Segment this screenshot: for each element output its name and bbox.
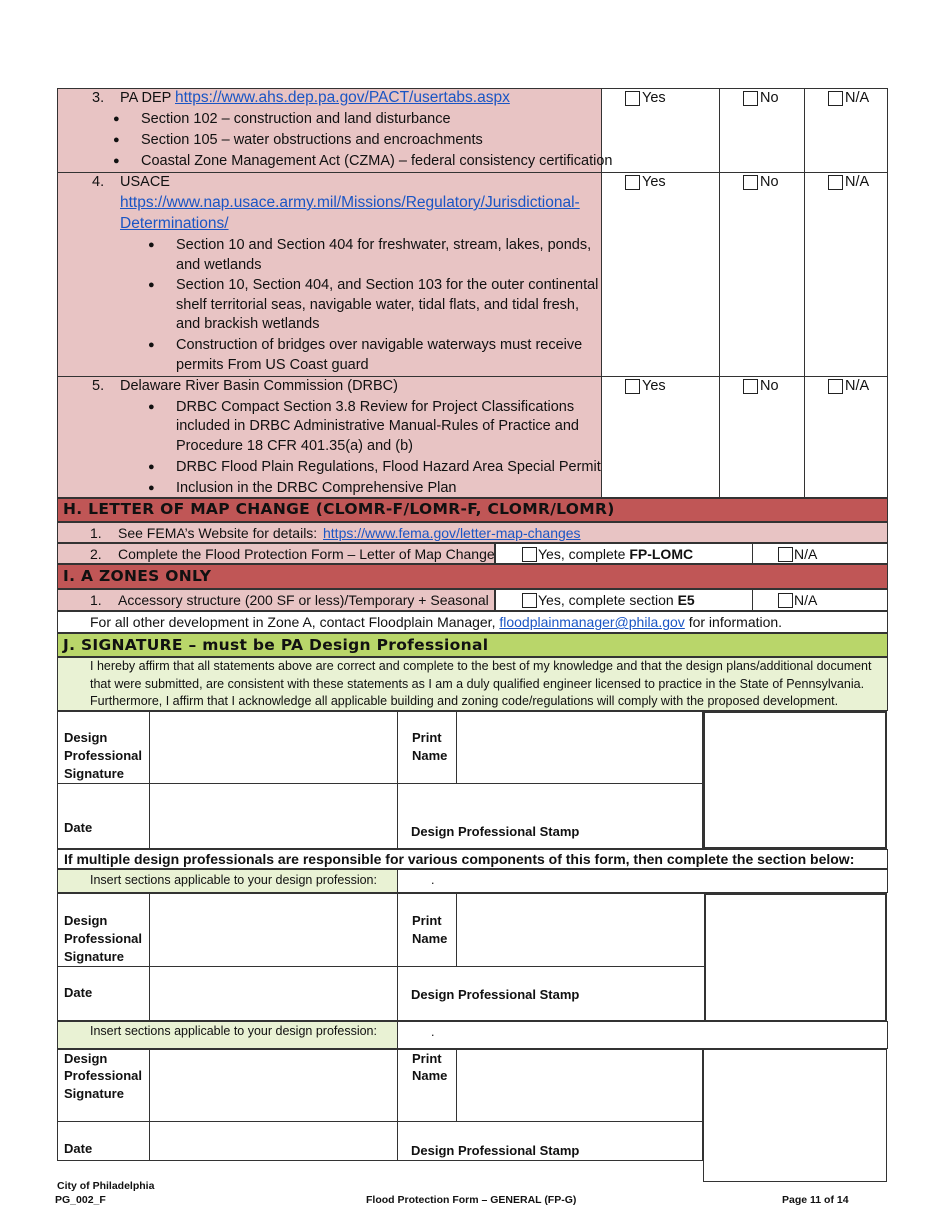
zone-a-note-pre: For all other development in Zone A, contact Floodplain Manager, — [90, 614, 500, 630]
insert-value-cell-2[interactable] — [397, 1021, 888, 1049]
lomc-yes-checkbox[interactable] — [522, 547, 537, 562]
lomc-yes-text: Yes, complete — [538, 546, 630, 562]
sig-divider — [456, 711, 457, 784]
stamp-label: Design Professional Stamp — [411, 987, 580, 1002]
e5-na-label: N/A — [794, 592, 818, 608]
g-divider — [719, 88, 720, 498]
item5-num: 5. — [92, 378, 105, 394]
insert-value-cell-1[interactable] — [397, 869, 888, 893]
print-label: Print — [412, 730, 442, 745]
lomc-na-label: N/A — [794, 546, 818, 562]
footer-form-name: Flood Protection Form – GENERAL (FP-G) — [366, 1194, 577, 1206]
sig-divider — [57, 783, 703, 784]
section-h-row2-num: 2. — [90, 546, 102, 562]
print-name-field-1[interactable] — [458, 713, 701, 781]
lomc-yes-label — [538, 544, 693, 564]
sig-divider — [57, 966, 705, 967]
sig-divider — [57, 1121, 703, 1122]
affirmation-text: Furthermore, I affirm that I acknowledge all applicable building and zoning code/regulations will comply with the proposed development. — [90, 694, 839, 708]
e5-yes-section: E5 — [677, 592, 695, 608]
bullet-icon: ● — [148, 482, 155, 494]
usace-link[interactable]: Determinations/ — [120, 215, 229, 232]
e5-yes-label — [538, 590, 695, 610]
item4-bullet: permits From US Coast guard — [176, 357, 369, 373]
zone-a-note — [90, 612, 782, 632]
yes-label: Yes — [642, 378, 666, 394]
bullet-icon: ● — [148, 339, 155, 351]
multi-note: If multiple design professionals are responsible for various components of this form, then complete the section below: — [64, 851, 855, 867]
item3-na-checkbox[interactable] — [828, 91, 843, 106]
bullet-icon: ● — [113, 155, 120, 167]
item5-yes-checkbox[interactable] — [625, 379, 640, 394]
sig-divider — [149, 1049, 150, 1161]
item3-yes-checkbox[interactable] — [625, 91, 640, 106]
date-field-1[interactable] — [151, 785, 395, 847]
e5-na-checkbox[interactable] — [778, 593, 793, 608]
sig-label: Design — [64, 1051, 108, 1066]
item5-bullet: DRBC Compact Section 3.8 Review for Project Classifications — [176, 399, 575, 415]
bullet-icon: ● — [148, 461, 155, 473]
no-label: No — [760, 378, 779, 394]
date-label: Date — [64, 1141, 93, 1156]
na-label: N/A — [845, 90, 870, 106]
na-label: N/A — [845, 378, 870, 394]
stamp-label: Design Professional Stamp — [411, 824, 580, 839]
yes-label: Yes — [642, 174, 666, 190]
date-label: Date — [64, 985, 93, 1000]
date-field-2[interactable] — [151, 968, 395, 1019]
floodplain-email-link[interactable]: floodplainmanager@phila.gov — [499, 614, 685, 630]
sig-divider — [397, 893, 398, 1021]
signature-field-2[interactable] — [151, 895, 395, 964]
item4-label: USACE — [120, 174, 170, 190]
print-label: Print — [412, 913, 442, 928]
sig-label: Design — [64, 730, 108, 745]
print-label: Name — [412, 748, 448, 763]
signature-field-3[interactable] — [151, 1051, 395, 1119]
stamp-box-3[interactable] — [703, 1049, 887, 1182]
item3-bullet: Section 102 – construction and land disturbance — [141, 111, 451, 127]
item5-no-checkbox[interactable] — [743, 379, 758, 394]
e5-yes-checkbox[interactable] — [522, 593, 537, 608]
item3-label: PA DEP — [120, 90, 172, 106]
item5-bullet: DRBC Flood Plain Regulations, Flood Hazard Area Special Permit — [176, 459, 601, 475]
sig-label: Professional — [64, 931, 143, 946]
item3-no-checkbox[interactable] — [743, 91, 758, 106]
h-divider — [752, 543, 753, 564]
sig-label: Design — [64, 913, 108, 928]
section-i-row1-text: Accessory structure (200 SF or less)/Temporary + Seasonal — [118, 592, 489, 608]
zone-a-note-post: for information. — [684, 614, 783, 630]
bullet-icon: ● — [148, 279, 155, 291]
stamp-label: Design Professional Stamp — [411, 1143, 580, 1158]
item4-yes-checkbox[interactable] — [625, 175, 640, 190]
bullet-icon: ● — [113, 113, 120, 125]
item4-num: 4. — [92, 174, 105, 190]
stamp-box-1[interactable] — [703, 711, 887, 849]
bullet-icon: ● — [148, 239, 155, 251]
affirmation-text: I hereby affirm that all statements above are correct and complete to the best of my knowledge and that the design plans/additional document — [90, 659, 872, 673]
affirmation-text: that were submitted, are consistent with these statements as I am a duly qualified engineer licensed to practice in the State of Pennsylvania. — [90, 677, 865, 691]
sig-divider — [456, 1049, 457, 1122]
lomc-yes-form: FP-LOMC — [629, 546, 694, 562]
insert-label: Insert sections applicable to your design profession: — [90, 873, 377, 887]
no-label: No — [760, 174, 779, 190]
item4-na-checkbox[interactable] — [828, 175, 843, 190]
sig-divider — [397, 711, 398, 849]
i-divider — [752, 589, 753, 611]
sig-divider — [456, 893, 457, 967]
item5-bullet: included in DRBC Administrative Manual-Rules of Practice and — [176, 418, 579, 434]
na-label: N/A — [845, 174, 870, 190]
item4-no-checkbox[interactable] — [743, 175, 758, 190]
insert-value: . — [431, 1025, 435, 1039]
section-h-title: H. LETTER OF MAP CHANGE (CLOMR-F/LOMR-F, CLOMR/LOMR) — [63, 500, 615, 518]
stamp-box-2[interactable] — [704, 893, 887, 1022]
sig-divider — [149, 711, 150, 849]
item5-bullet: Procedure 18 CFR 401.35(a) and (b) — [176, 438, 413, 454]
sig-label: Signature — [64, 949, 124, 964]
item4-bullet: and wetlands — [176, 257, 262, 273]
insert-value: . — [431, 873, 435, 887]
pa-dep-link[interactable]: https://www.ahs.dep.pa.gov/PACT/usertabs.aspx — [175, 89, 510, 106]
no-label: No — [760, 90, 779, 106]
section-h-row1-num: 1. — [90, 525, 102, 541]
item5-label: Delaware River Basin Commission (DRBC) — [120, 378, 398, 394]
section-i-row1-num: 1. — [90, 592, 102, 608]
section-j-title: J. SIGNATURE – must be PA Design Professional — [63, 636, 489, 654]
item4-bullet: shelf territorial seas, navigable water, tidal flats, and tidal fresh, — [176, 297, 579, 313]
print-name-field-2[interactable] — [458, 895, 702, 964]
footer-code: PG_002_F — [55, 1194, 106, 1206]
item3-num: 3. — [92, 90, 105, 106]
bullet-icon: ● — [113, 134, 120, 146]
lomc-na-checkbox[interactable] — [778, 547, 793, 562]
yes-label: Yes — [642, 90, 666, 106]
sig-divider — [149, 893, 150, 1021]
g-divider — [601, 88, 602, 498]
insert-label: Insert sections applicable to your design profession: — [90, 1024, 377, 1038]
item4-bullet: Section 10 and Section 404 for freshwater, stream, lakes, ponds, — [176, 237, 592, 253]
bullet-icon: ● — [148, 401, 155, 413]
item4-bullet: Section 10, Section 404, and Section 103 for the outer continental — [176, 277, 599, 293]
date-label: Date — [64, 820, 93, 835]
item3-bullet: Coastal Zone Management Act (CZMA) – federal consistency certification — [141, 153, 613, 169]
signature-field-1[interactable] — [151, 713, 395, 781]
sig-label: Signature — [64, 1086, 124, 1101]
print-label: Print — [412, 1051, 442, 1066]
footer-org: City of Philadelphia — [57, 1180, 155, 1192]
footer-page: Page 11 of 14 — [782, 1194, 849, 1206]
usace-link[interactable]: https://www.nap.usace.army.mil/Missions/Regulatory/Jurisdictional- — [120, 194, 580, 211]
fema-link[interactable]: https://www.fema.gov/letter-map-changes — [323, 525, 581, 541]
sig-label: Signature — [64, 766, 124, 781]
item3-bullet: Section 105 – water obstructions and encroachments — [141, 132, 483, 148]
item5-na-checkbox[interactable] — [828, 379, 843, 394]
e5-yes-text: Yes, complete section — [538, 592, 678, 608]
item5-bullet: Inclusion in the DRBC Comprehensive Plan — [176, 480, 457, 496]
print-label: Name — [412, 1068, 448, 1083]
sig-label: Professional — [64, 1068, 143, 1083]
date-field-3[interactable] — [151, 1123, 395, 1159]
section-h-row1-text: See FEMA’s Website for details: — [118, 525, 318, 541]
section-h-row2-text: Complete the Flood Protection Form – Letter of Map Change — [118, 546, 495, 562]
g-divider — [804, 88, 805, 498]
sig-divider — [397, 1049, 398, 1161]
section-i-title: I. A ZONES ONLY — [63, 567, 212, 585]
sig-label: Professional — [64, 748, 143, 763]
item4-bullet: and brackish wetlands — [176, 316, 320, 332]
print-label: Name — [412, 931, 448, 946]
item4-bullet: Construction of bridges over navigable waterways must receive — [176, 337, 583, 353]
print-name-field-3[interactable] — [458, 1051, 701, 1119]
